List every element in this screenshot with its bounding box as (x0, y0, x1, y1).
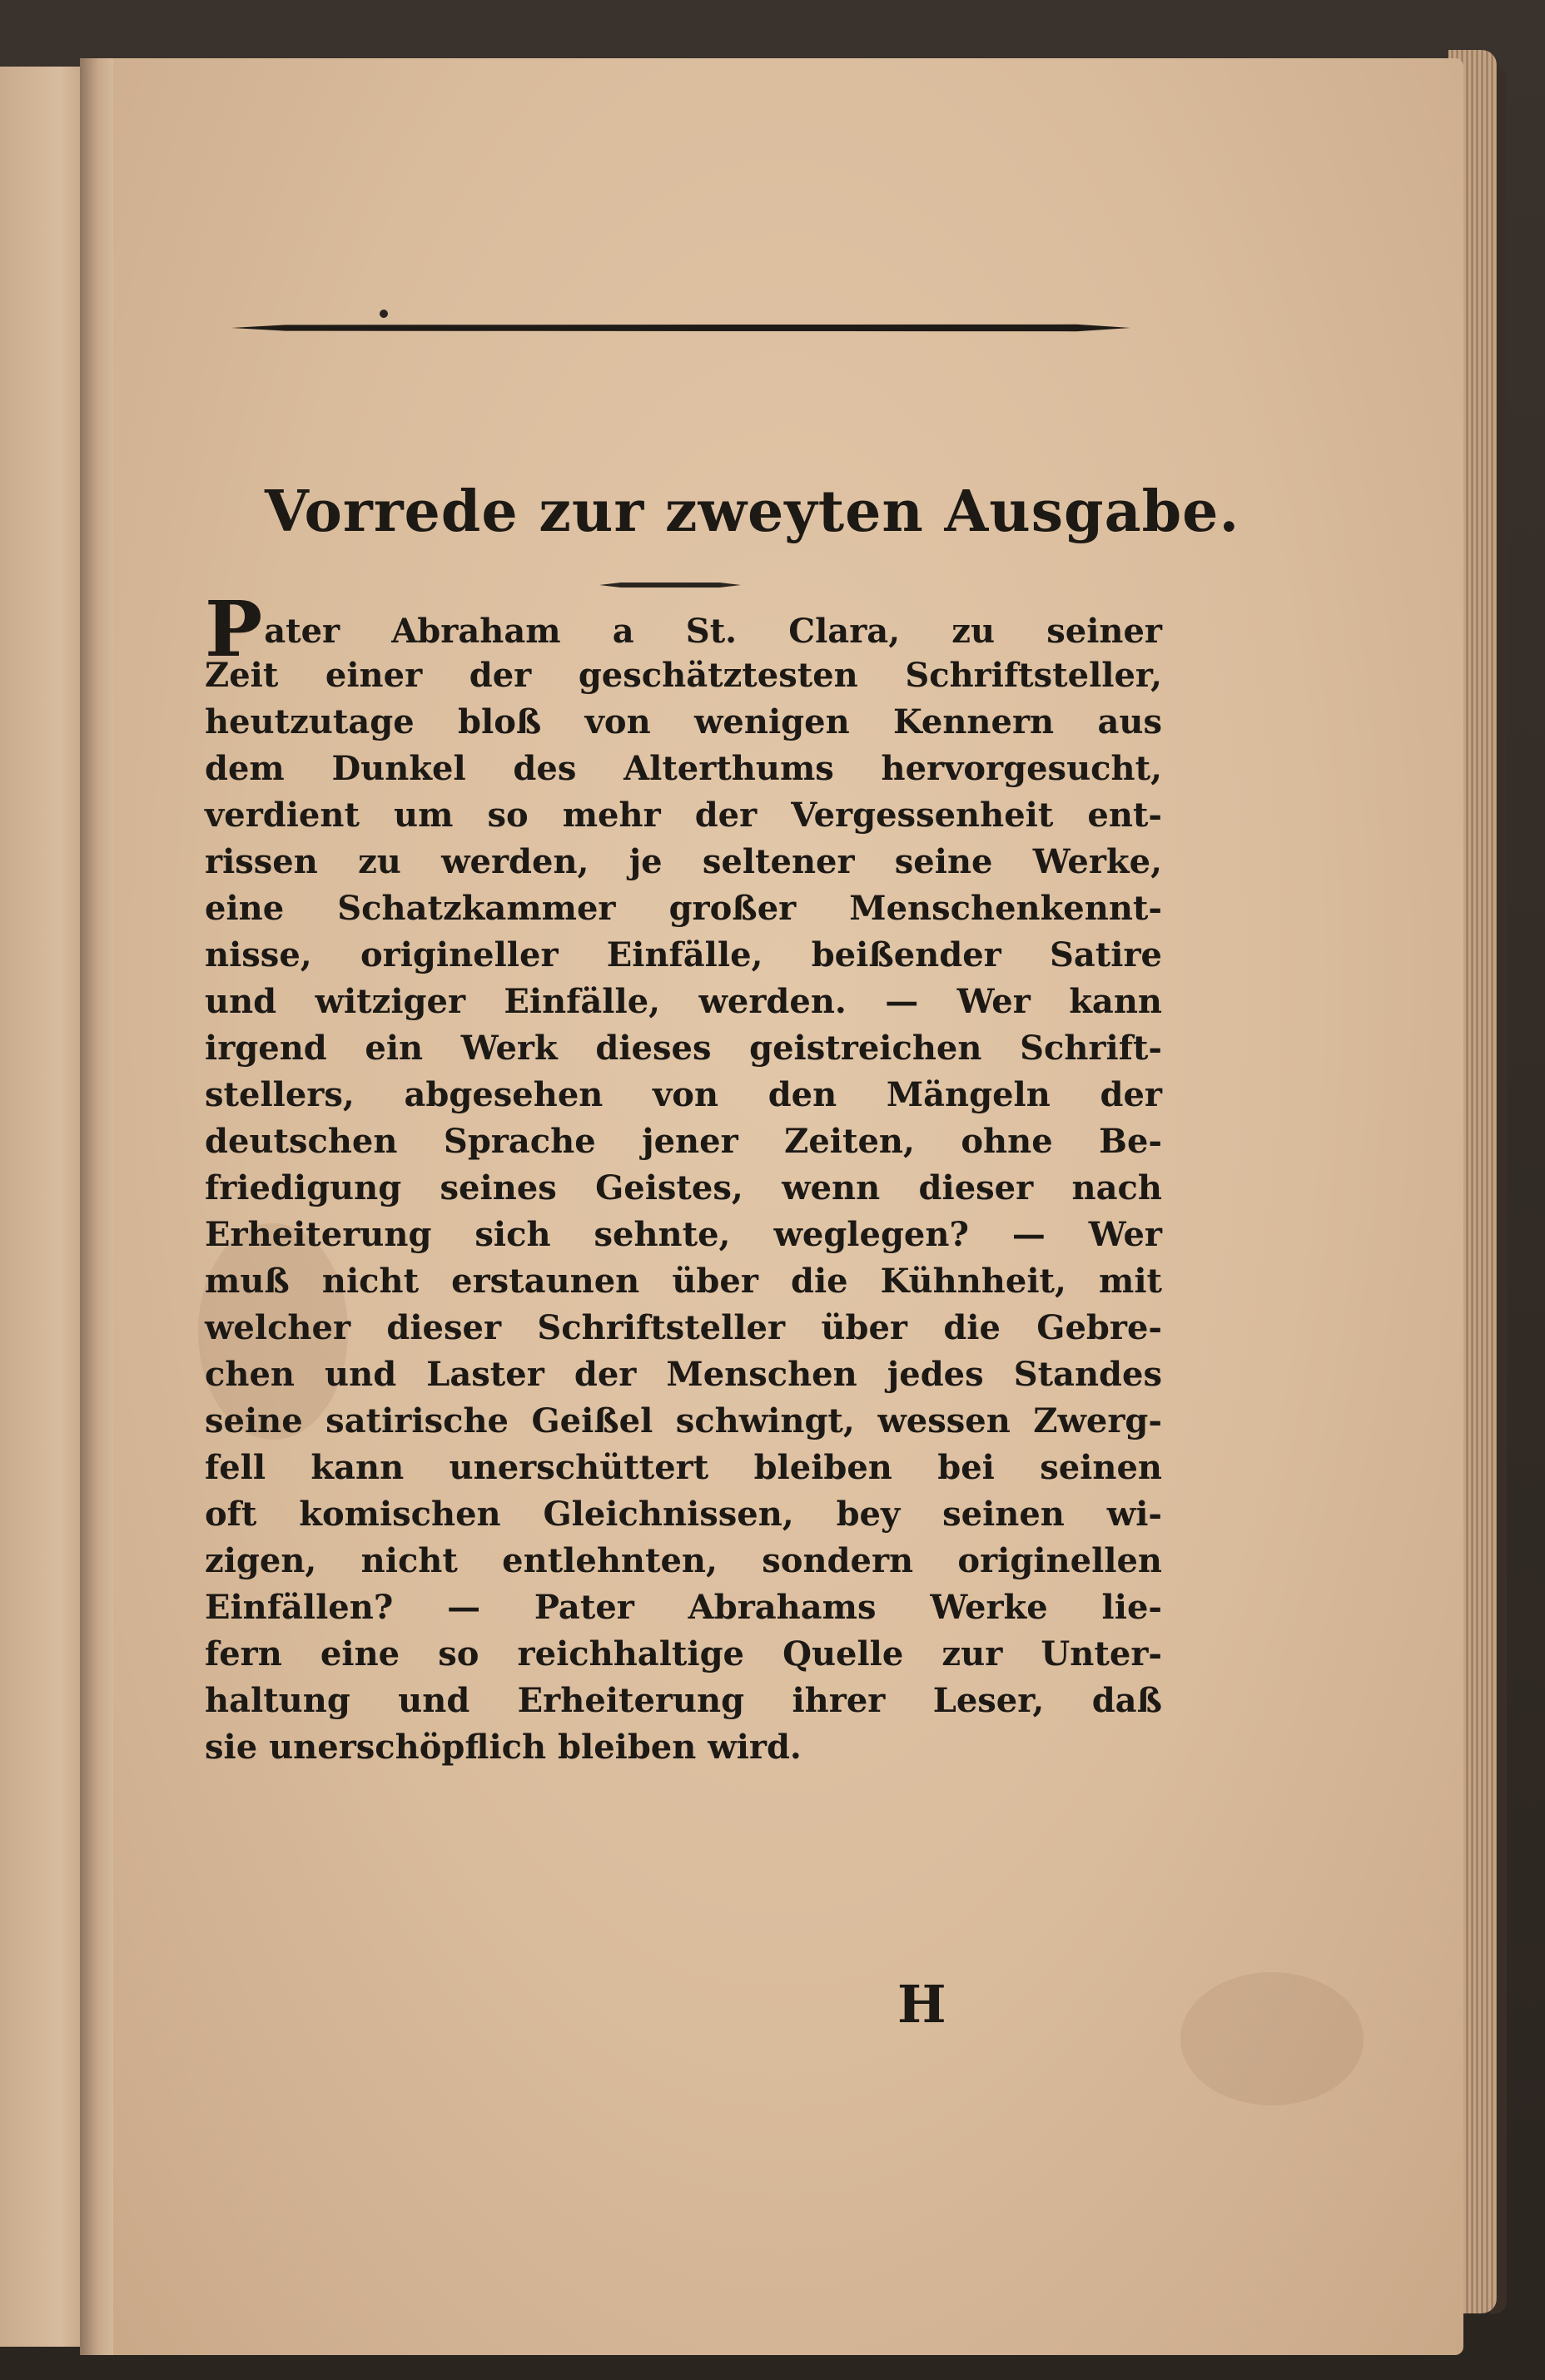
text-line: Pater Abraham a St. Clara, zu seiner (205, 584, 1162, 674)
text-line: deutschen Sprache jener Zeiten, ohne Be- (205, 1122, 1162, 1161)
text-line: irgend ein Werk dieses geistreichen Schrift- (205, 1029, 1162, 1068)
page-title: Vorrede zur zweyten Ausgabe. (265, 478, 1240, 545)
text-line: friedigung seines Geistes, wenn dieser nach (205, 1168, 1162, 1207)
drop-cap: P (205, 584, 263, 674)
text-line: oft komischen Gleichnissen, bey seinen wi- (205, 1495, 1162, 1534)
ornament-dot (380, 310, 388, 318)
text-line: fern eine so reichhaltige Quelle zur Unter- (205, 1634, 1162, 1673)
signature-mark: H (897, 1974, 946, 2035)
text-line: heutzutage bloß von wenigen Kennern aus (205, 702, 1162, 741)
text-line: chen und Laster der Menschen jedes Standes (205, 1355, 1162, 1394)
text-line: sie unerschöpflich bleiben wird. (205, 1728, 802, 1767)
text-line: rissen zu werden, je seltener seine Werke, (205, 842, 1162, 881)
book-gutter (80, 58, 113, 2355)
text-line: Einfällen? — Pater Abrahams Werke lie- (205, 1588, 1162, 1627)
text-line: stellers, abgesehen von den Mängeln der (205, 1075, 1162, 1114)
preface-text (205, 584, 1162, 1771)
text-line: verdient um so mehr der Vergessenheit ent- (205, 796, 1162, 835)
text-line: haltung und Erheiterung ihrer Leser, daß (205, 1681, 1162, 1720)
text-line: seine satirische Geißel schwingt, wessen Zwerg- (205, 1401, 1162, 1440)
text-line: welcher dieser Schriftsteller über die Gebre- (205, 1308, 1162, 1347)
paper-stain (1180, 1972, 1364, 2105)
text-line: fell kann unerschüttert bleiben bei seinen (205, 1448, 1162, 1487)
text-line: und witziger Einfälle, werden. — Wer kann (205, 982, 1162, 1021)
text-line: Zeit einer der geschätztesten Schriftsteller, (205, 656, 1162, 695)
title-divider (599, 583, 741, 588)
text-line: muß nicht erstaunen über die Kühnheit, mit (205, 1262, 1162, 1301)
text-line: dem Dunkel des Alterthums hervorgesucht, (205, 749, 1162, 788)
text-line: Erheiterung sich sehnte, weglegen? — Wer (205, 1215, 1162, 1254)
text-line: eine Schatzkammer großer Menschenkennt- (205, 889, 1162, 928)
text-line: nisse, origineller Einfälle, beißender Satire (205, 935, 1162, 974)
text-line: zigen, nicht entlehnten, sondern originellen (205, 1541, 1162, 1580)
